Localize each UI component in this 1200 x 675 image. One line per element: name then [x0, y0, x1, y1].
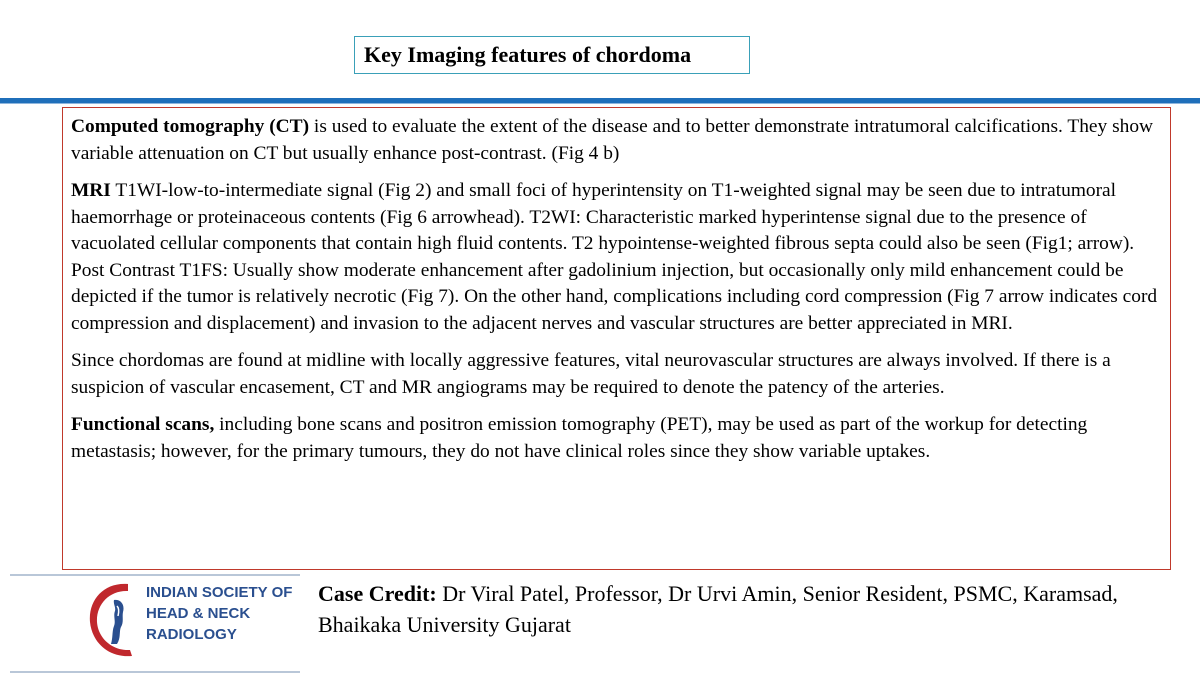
ct-paragraph	[71, 114, 1162, 167]
logo-line-2: HEAD & NECK	[146, 605, 251, 622]
slide-title	[354, 36, 750, 74]
mri-text: T1WI-low-to-intermediate signal (Fig 2) and small foci of hyperintensity on T1-weighted signal may be seen due to intratumoral haemorrhage or proteinaceous contents (Fig 6 arrowhead). T2WI: Characteristic marked hyperintense signal due to the presence of vacuolated cellular components that contain high fluid contents. T2 hypointense-weighted fibrous septa could also be seen (Fig1; arrow). Post Contrast T1FS: Usually show moderate enhancement after gadolinium injection, but occasionally only mild enhancement could be depicted if the tumor is relatively necrotic (Fig 7). On the other hand, complications including cord compression (Fig 7 arrow indicates cord compression and displacement) and invasion to the adjacent nerves and vascular structures are better appreciated in MRI.	[71, 180, 1158, 334]
logo-line-3: RADIOLOGY	[146, 626, 237, 643]
logo-text	[146, 582, 292, 645]
mri-paragraph	[71, 178, 1162, 337]
ct-text: is used to evaluate the extent of the disease and to better demonstrate intratumoral calcifications. They show variable attenuation on CT but usually enhance post-contrast. (Fig 4 b)	[71, 116, 1154, 164]
functional-label: Functional scans,	[71, 414, 215, 435]
footer-divider-bottom	[10, 671, 300, 673]
mri-label: MRI	[71, 180, 111, 201]
case-credit	[318, 578, 1178, 640]
slide-title-text: Key Imaging features of chordoma	[364, 42, 692, 67]
functional-text: including bone scans and positron emission tomography (PET), may be used as part of the workup for detecting metastasis; however, for the primary tumours, they do not have clinical roles since they show variable uptakes.	[71, 414, 1088, 462]
midline-paragraph	[71, 348, 1162, 401]
midline-text: Since chordomas are found at midline with locally aggressive features, vital neurovascular structures are always involved. If there is a suspicion of vascular encasement, CT and MR angiograms may be required to denote the patency of the arteries.	[71, 350, 1111, 398]
content-panel	[62, 107, 1171, 570]
header-divider-thin	[0, 103, 1200, 104]
functional-paragraph	[71, 412, 1162, 465]
case-credit-label: Case Credit:	[318, 581, 437, 606]
case-credit-text: Dr Viral Patel, Professor, Dr Urvi Amin, Senior Resident, PSMC, Karamsad, Bhaikaka University Gujarat	[318, 581, 1118, 637]
logo-line-1: INDIAN SOCIETY OF	[146, 584, 293, 601]
footer-divider-top	[10, 574, 300, 576]
ct-label: Computed tomography (CT)	[71, 116, 310, 137]
head-neck-logo-icon	[84, 578, 144, 660]
society-logo	[84, 578, 296, 660]
